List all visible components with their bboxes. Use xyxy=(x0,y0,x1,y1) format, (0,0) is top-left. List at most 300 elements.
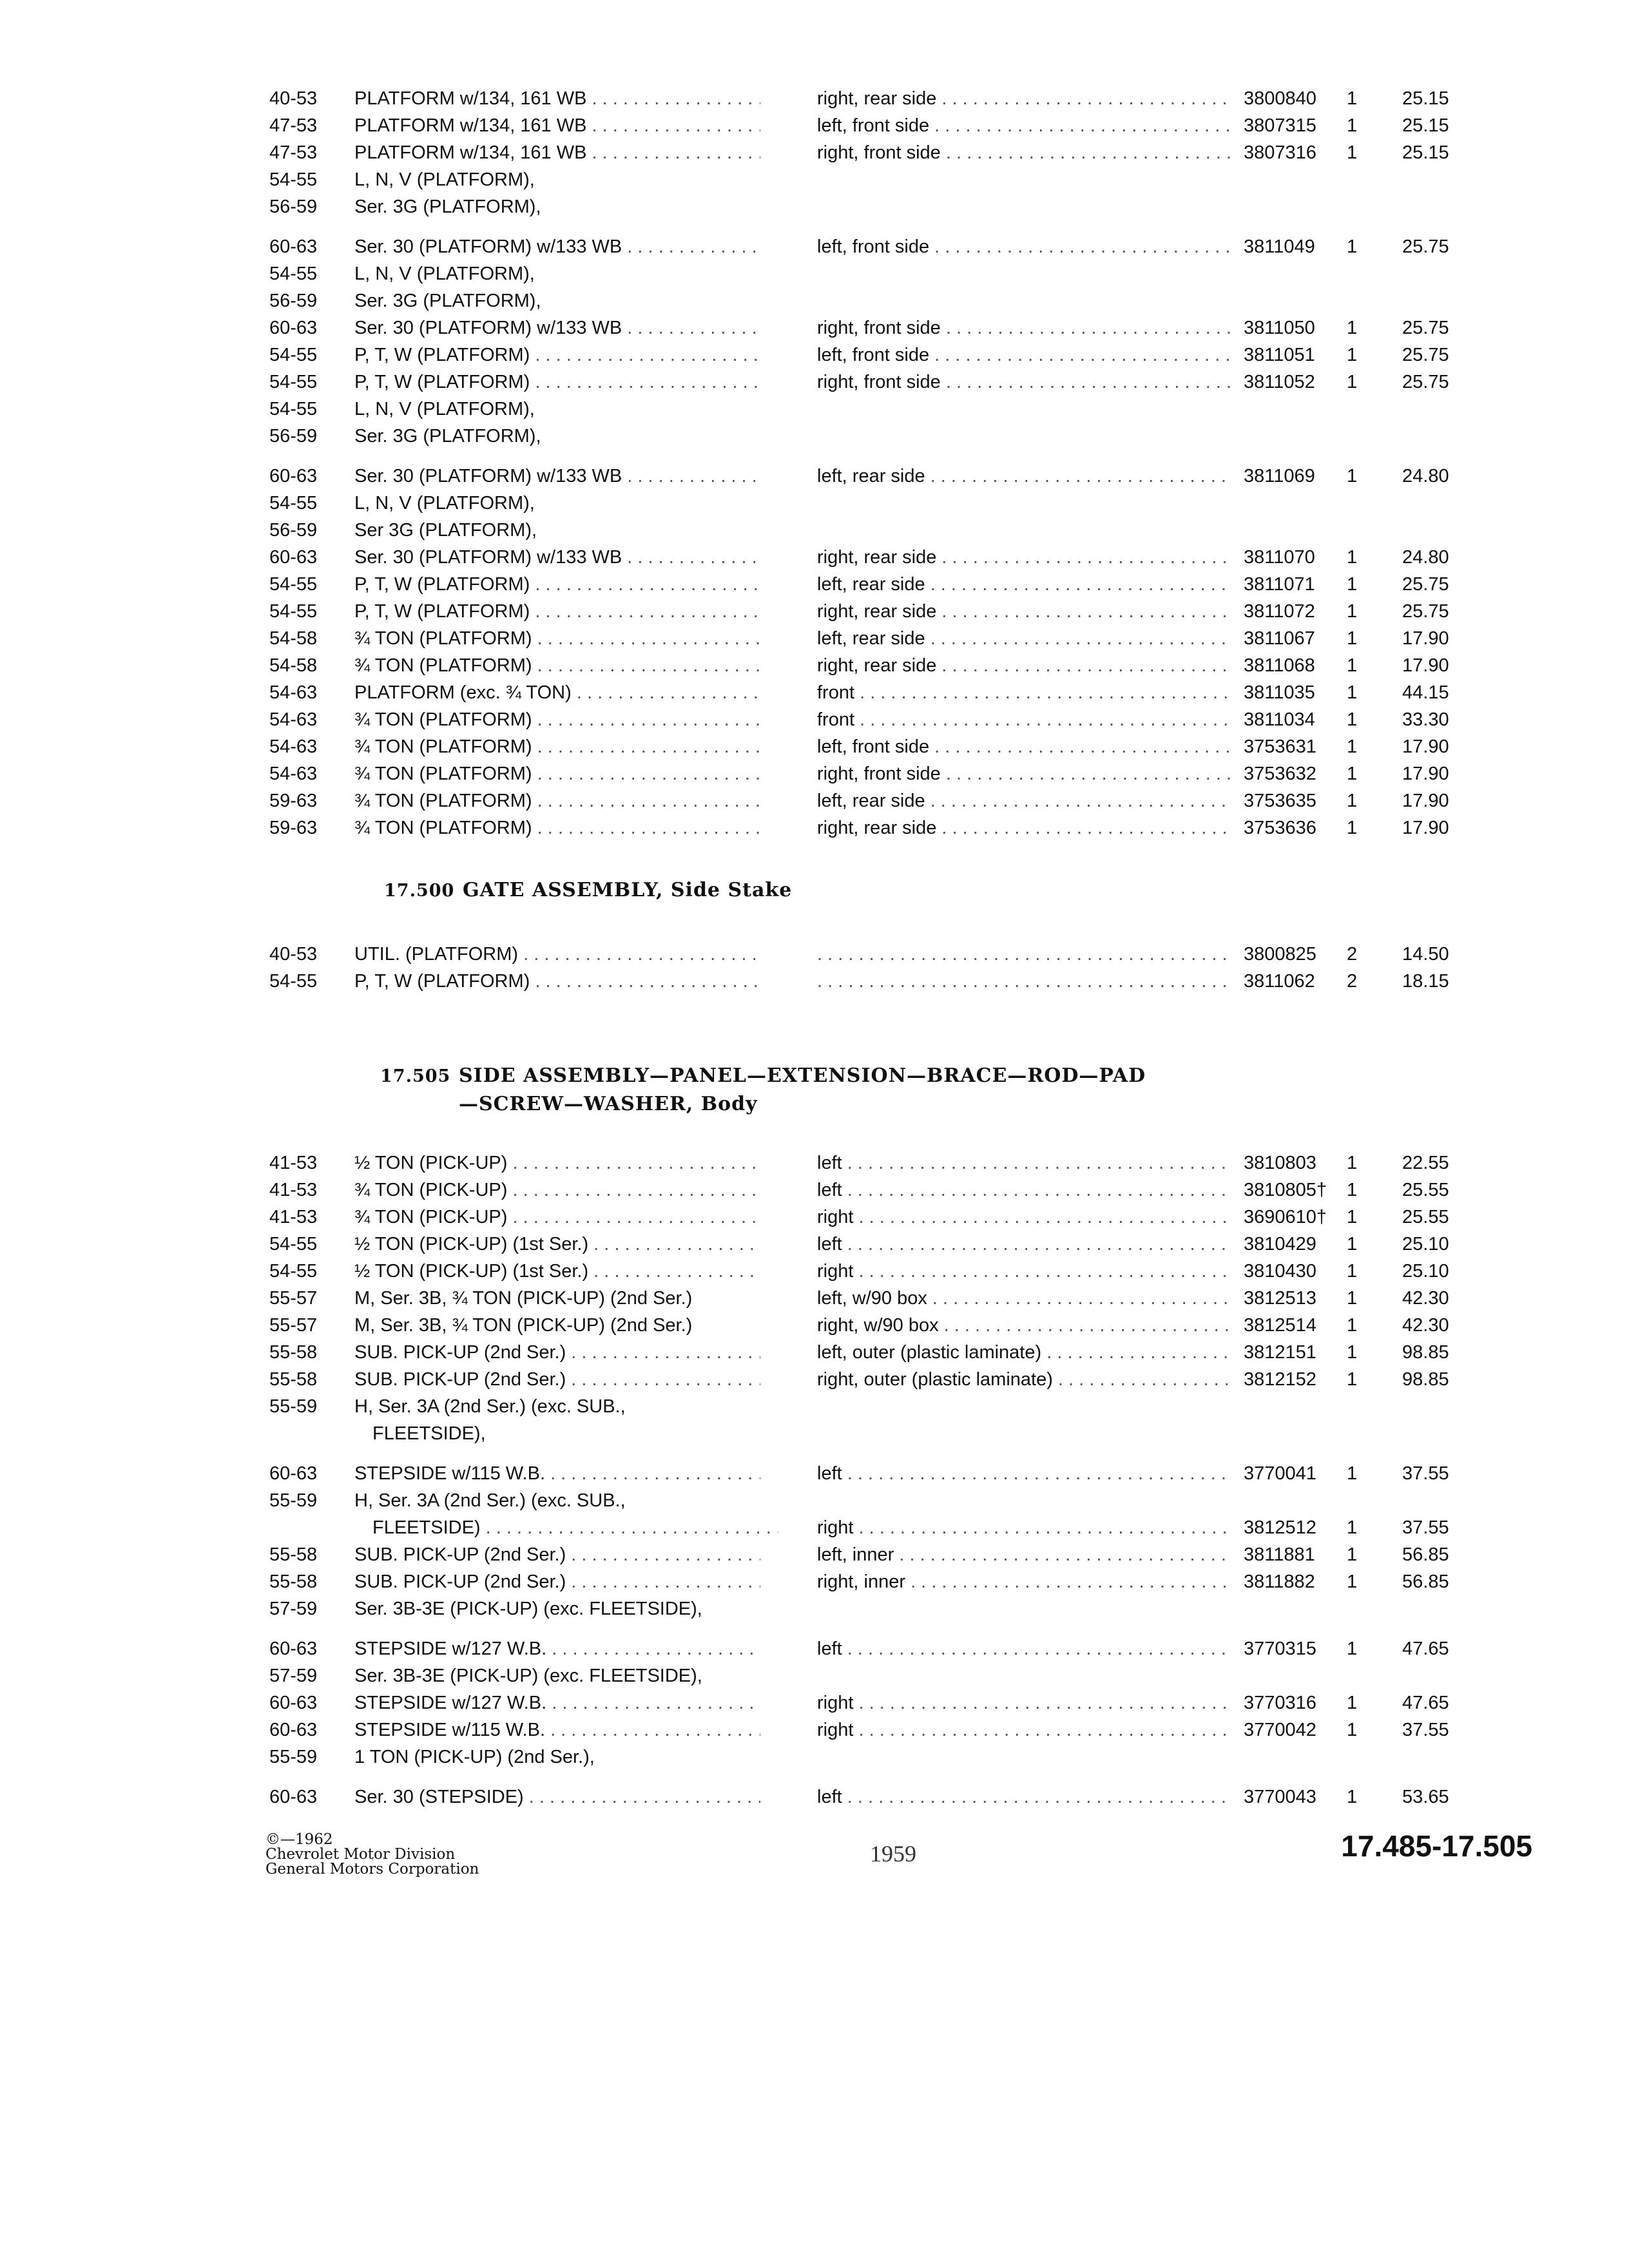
price: 56.85 xyxy=(1402,1544,1449,1565)
price: 25.55 xyxy=(1402,1207,1449,1227)
part-number: 3770042 xyxy=(1244,1720,1316,1740)
part-number: 3811881 xyxy=(1244,1544,1315,1565)
quantity: 1 xyxy=(1347,628,1358,649)
price: 47.65 xyxy=(1402,1639,1449,1659)
year-range: 56-59 xyxy=(269,520,318,541)
price: 22.55 xyxy=(1402,1153,1449,1173)
part-location: right, rear side . . . xyxy=(817,652,1233,679)
part-location: front . . . xyxy=(817,679,1233,706)
part-number: 3770041 xyxy=(1244,1463,1316,1484)
table-row xyxy=(269,396,1481,423)
price: 25.75 xyxy=(1402,236,1449,257)
year-range: 54-55 xyxy=(269,493,318,514)
table-row xyxy=(269,517,1481,544)
table-row xyxy=(269,1312,1481,1339)
model-description: H, Ser. 3A (2nd Ser.) (exc. SUB., xyxy=(354,1396,626,1417)
year-range: 54-55 xyxy=(269,601,318,622)
price: 24.80 xyxy=(1402,466,1449,486)
table-row xyxy=(269,450,1481,490)
model-description: Ser. 3G (PLATFORM), xyxy=(354,291,541,311)
model-description: Ser. 30 (PLATFORM) w/133 WB . . . xyxy=(354,544,760,571)
quantity: 1 xyxy=(1347,1571,1358,1592)
part-number: 3811052 xyxy=(1244,372,1315,392)
table-row xyxy=(269,1689,1481,1716)
quantity: 1 xyxy=(1347,1517,1358,1538)
part-location: right, front side . . . xyxy=(817,139,1233,166)
table-row xyxy=(269,1514,1481,1541)
table-row xyxy=(269,287,1481,314)
price: 33.30 xyxy=(1402,709,1449,730)
year-range: 54-55 xyxy=(269,1234,318,1254)
price: 42.30 xyxy=(1402,1288,1449,1309)
model-description: L, N, V (PLATFORM), xyxy=(354,169,535,190)
model-description: SUB. PICK-UP (2nd Ser.) . . . xyxy=(354,1366,760,1393)
year-range: 54-58 xyxy=(269,655,318,676)
quantity: 1 xyxy=(1347,1153,1358,1173)
part-number: 3811035 xyxy=(1244,682,1315,703)
model-description: PLATFORM (exc. ¾ TON) . . . xyxy=(354,679,760,706)
part-location: right, w/90 box . . . xyxy=(817,1312,1233,1339)
part-location: left, front side . . . xyxy=(817,112,1233,139)
quantity: 1 xyxy=(1347,372,1358,392)
model-description: ¾ TON (PLATFORM) . . . xyxy=(354,760,760,787)
quantity: 1 xyxy=(1347,1720,1358,1740)
table-row xyxy=(269,571,1481,598)
table-row xyxy=(269,1231,1481,1258)
part-location: right, outer (plastic laminate) . . . xyxy=(817,1366,1233,1393)
part-number: 3770043 xyxy=(1244,1787,1316,1807)
model-description: ¾ TON (PLATFORM) . . . xyxy=(354,625,760,652)
part-number: 3811070 xyxy=(1244,547,1315,568)
price: 25.75 xyxy=(1402,372,1449,392)
part-number: 3811071 xyxy=(1244,574,1315,595)
year-range: 47-53 xyxy=(269,115,318,136)
quantity: 1 xyxy=(1347,736,1358,757)
model-description: Ser 3G (PLATFORM), xyxy=(354,520,537,541)
table-row xyxy=(269,1622,1481,1662)
model-description: ¾ TON (PLATFORM) . . . xyxy=(354,706,760,733)
year-range: 57-59 xyxy=(269,1599,318,1619)
table-row xyxy=(269,112,1481,139)
table-row xyxy=(269,139,1481,166)
price: 98.85 xyxy=(1402,1342,1449,1363)
section-heading-side xyxy=(380,1063,1146,1090)
quantity: 1 xyxy=(1347,1463,1358,1484)
year-range: 60-63 xyxy=(269,547,318,568)
quantity: 1 xyxy=(1347,1639,1358,1659)
price: 25.15 xyxy=(1402,115,1449,136)
model-description: ¾ TON (PICK-UP) . . . xyxy=(354,1204,760,1231)
price: 17.90 xyxy=(1402,818,1449,838)
part-number: 3811069 xyxy=(1244,466,1315,486)
model-description: SUB. PICK-UP (2nd Ser.) . . . xyxy=(354,1568,760,1595)
section-title-line-2: —SCREW—WASHER, Body xyxy=(459,1093,758,1115)
table-row xyxy=(269,941,1481,968)
price: 14.50 xyxy=(1402,944,1449,965)
year-range: 41-53 xyxy=(269,1153,318,1173)
quantity: 2 xyxy=(1347,971,1358,992)
year-range: 41-53 xyxy=(269,1207,318,1227)
part-location: front . . . xyxy=(817,706,1233,733)
part-location: left . . . xyxy=(817,1149,1233,1177)
price: 17.90 xyxy=(1402,736,1449,757)
part-number: 3811882 xyxy=(1244,1571,1315,1592)
year-range: 56-59 xyxy=(269,291,318,311)
part-number: 3811051 xyxy=(1244,345,1315,365)
quantity: 1 xyxy=(1347,764,1358,784)
part-number: 3811034 xyxy=(1244,709,1315,730)
model-description: L, N, V (PLATFORM), xyxy=(354,493,535,514)
part-location: left, rear side . . . xyxy=(817,450,1233,503)
part-number: 3811072 xyxy=(1244,601,1315,622)
quantity: 1 xyxy=(1347,1261,1358,1282)
quantity: 1 xyxy=(1347,345,1358,365)
model-description: ¾ TON (PLATFORM) . . . xyxy=(354,733,760,760)
part-location: right, rear side . . . xyxy=(817,85,1233,112)
table-row xyxy=(269,1393,1481,1420)
table-row xyxy=(269,679,1481,706)
quantity: 1 xyxy=(1347,318,1358,338)
quantity: 1 xyxy=(1347,682,1358,703)
year-range: 54-55 xyxy=(269,1261,318,1282)
year-range: 57-59 xyxy=(269,1666,318,1686)
quantity: 1 xyxy=(1347,547,1358,568)
part-number: 3770315 xyxy=(1244,1639,1316,1659)
table-row xyxy=(269,166,1481,193)
table-row xyxy=(269,625,1481,652)
model-description: PLATFORM w/134, 161 WB . . . xyxy=(354,139,760,166)
quantity: 1 xyxy=(1347,1180,1358,1200)
page-number: 1959 xyxy=(870,1841,916,1867)
quantity: 1 xyxy=(1347,1342,1358,1363)
year-range: 56-59 xyxy=(269,426,318,447)
price: 25.55 xyxy=(1402,1180,1449,1200)
part-number: 3812152 xyxy=(1244,1369,1316,1390)
quantity: 1 xyxy=(1347,466,1358,486)
year-range: 55-59 xyxy=(269,1747,318,1767)
section-heading-side-cont xyxy=(459,1091,758,1117)
model-description: ¾ TON (PICK-UP) . . . xyxy=(354,1177,760,1204)
model-description: Ser. 3B-3E (PICK-UP) (exc. FLEETSIDE), xyxy=(354,1599,702,1619)
year-range: 55-58 xyxy=(269,1571,318,1592)
year-range: 60-63 xyxy=(269,1639,318,1659)
table-row xyxy=(269,733,1481,760)
table-row xyxy=(269,193,1481,220)
model-description: 1 TON (PICK-UP) (2nd Ser.), xyxy=(354,1747,595,1767)
part-number: 3811067 xyxy=(1244,628,1315,649)
year-range: 54-55 xyxy=(269,345,318,365)
year-range: 56-59 xyxy=(269,197,318,217)
price: 44.15 xyxy=(1402,682,1449,703)
model-description: Ser. 30 (PLATFORM) w/133 WB . . . xyxy=(354,314,760,341)
part-location: left, rear side . . . xyxy=(817,787,1233,814)
year-range: 55-58 xyxy=(269,1369,318,1390)
model-description: PLATFORM w/134, 161 WB . . . xyxy=(354,85,760,112)
table-row xyxy=(269,1149,1481,1177)
model-description: Ser. 30 (STEPSIDE) . . . xyxy=(354,1771,760,1823)
price: 37.55 xyxy=(1402,1517,1449,1538)
year-range: 54-63 xyxy=(269,736,318,757)
year-range: 59-63 xyxy=(269,818,318,838)
part-location: right . . . xyxy=(817,1258,1233,1285)
section-title-line-1: SIDE ASSEMBLY—PANEL—EXTENSION—BRACE—ROD—PAD xyxy=(459,1064,1146,1087)
quantity: 1 xyxy=(1347,236,1358,257)
part-number: 3812512 xyxy=(1244,1517,1316,1538)
year-range: 41-53 xyxy=(269,1180,318,1200)
corporation-name: General Motors Corporation xyxy=(265,1861,479,1878)
table-row xyxy=(269,369,1481,396)
table-row xyxy=(269,760,1481,787)
part-location: right . . . xyxy=(817,1204,1233,1231)
table-row xyxy=(269,260,1481,287)
quantity: 1 xyxy=(1347,709,1358,730)
table-row xyxy=(269,341,1481,369)
price: 25.75 xyxy=(1402,574,1449,595)
year-range: 60-63 xyxy=(269,466,318,486)
year-range: 54-55 xyxy=(269,971,318,992)
year-range: 55-57 xyxy=(269,1315,318,1336)
model-description: H, Ser. 3A (2nd Ser.) (exc. SUB., xyxy=(354,1490,626,1511)
year-range: 54-55 xyxy=(269,574,318,595)
quantity: 1 xyxy=(1347,601,1358,622)
part-number: 3753631 xyxy=(1244,736,1316,757)
table-row xyxy=(269,1285,1481,1312)
model-description: P, T, W (PLATFORM) . . . xyxy=(354,968,760,995)
quantity: 1 xyxy=(1347,791,1358,811)
year-range: 54-55 xyxy=(269,264,318,284)
price: 25.10 xyxy=(1402,1234,1449,1254)
part-location: left . . . xyxy=(817,1177,1233,1204)
part-location: left, rear side . . . xyxy=(817,625,1233,652)
part-number: 3800840 xyxy=(1244,88,1316,109)
table-row xyxy=(269,598,1481,625)
year-range: 40-53 xyxy=(269,944,318,965)
part-number: 3810429 xyxy=(1244,1234,1316,1254)
part-location: right, rear side . . . xyxy=(817,544,1233,571)
copyright-notice xyxy=(265,1832,479,1877)
table-row xyxy=(269,652,1481,679)
model-description: P, T, W (PLATFORM) . . . xyxy=(354,571,760,598)
price: 25.15 xyxy=(1402,142,1449,163)
part-location: left . . . xyxy=(817,1231,1233,1258)
year-range: 54-63 xyxy=(269,764,318,784)
table-row xyxy=(269,314,1481,341)
part-location: right, front side . . . xyxy=(817,760,1233,787)
part-location: left, outer (plastic laminate) . . . xyxy=(817,1339,1233,1366)
table-row xyxy=(269,968,1481,995)
price: 25.75 xyxy=(1402,601,1449,622)
table-row xyxy=(269,423,1481,450)
model-description: STEPSIDE w/115 W.B. . . . xyxy=(354,1447,760,1500)
quantity: 1 xyxy=(1347,1369,1358,1390)
part-location: right, inner . . . xyxy=(817,1568,1233,1595)
part-location: right, rear side . . . xyxy=(817,814,1233,841)
part-location: left, front side . . . xyxy=(817,733,1233,760)
year-range: 54-55 xyxy=(269,399,318,419)
model-description: M, Ser. 3B, ¾ TON (PICK-UP) (2nd Ser.) xyxy=(354,1288,693,1309)
part-location: left . . . xyxy=(817,1622,1233,1675)
quantity: 1 xyxy=(1347,1315,1358,1336)
table-row xyxy=(269,1258,1481,1285)
part-number: 3753632 xyxy=(1244,764,1316,784)
year-range: 60-63 xyxy=(269,1463,318,1484)
price: 25.15 xyxy=(1402,88,1449,109)
part-location: right, rear side . . . xyxy=(817,598,1233,625)
model-description: P, T, W (PLATFORM) . . . xyxy=(354,598,760,625)
model-description: Ser. 3G (PLATFORM), xyxy=(354,426,541,447)
table-row xyxy=(269,1447,1481,1487)
year-range: 60-63 xyxy=(269,318,318,338)
year-range: 54-63 xyxy=(269,682,318,703)
part-location: left . . . xyxy=(817,1771,1233,1823)
year-range: 60-63 xyxy=(269,236,318,257)
price: 25.75 xyxy=(1402,345,1449,365)
price: 37.55 xyxy=(1402,1720,1449,1740)
part-number: 3812513 xyxy=(1244,1288,1316,1309)
model-description: M, Ser. 3B, ¾ TON (PICK-UP) (2nd Ser.) xyxy=(354,1315,693,1336)
part-location: left, rear side . . . xyxy=(817,571,1233,598)
table-row xyxy=(269,490,1481,517)
price: 56.85 xyxy=(1402,1571,1449,1592)
table-row xyxy=(269,544,1481,571)
year-range: 55-58 xyxy=(269,1544,318,1565)
price: 24.80 xyxy=(1402,547,1449,568)
quantity: 1 xyxy=(1347,574,1358,595)
model-description: ½ TON (PICK-UP) (1st Ser.) . . . xyxy=(354,1258,760,1285)
model-description: P, T, W (PLATFORM) . . . xyxy=(354,369,760,396)
part-number: 3810803 xyxy=(1244,1153,1316,1173)
table-row xyxy=(269,787,1481,814)
model-description: SUB. PICK-UP (2nd Ser.) . . . xyxy=(354,1541,760,1568)
part-location: right, front side . . . xyxy=(817,369,1233,396)
part-number: 3810805† xyxy=(1244,1180,1327,1200)
model-description: SUB. PICK-UP (2nd Ser.) . . . xyxy=(354,1339,760,1366)
table-row xyxy=(269,706,1481,733)
parts-table-platform-sides xyxy=(269,85,1481,841)
model-description: STEPSIDE w/127 W.B. . . . xyxy=(354,1689,760,1716)
quantity: 1 xyxy=(1347,1787,1358,1807)
model-description: ¾ TON (PLATFORM) . . . xyxy=(354,787,760,814)
quantity: 1 xyxy=(1347,142,1358,163)
part-location: right . . . xyxy=(817,1716,1233,1744)
section-heading-gate xyxy=(384,878,792,904)
part-location xyxy=(817,968,1233,995)
parts-table-body-side xyxy=(269,1149,1481,1811)
quantity: 1 xyxy=(1347,655,1358,676)
model-description: Ser. 30 (PLATFORM) w/133 WB . . . xyxy=(354,220,760,273)
part-location: right, front side . . . xyxy=(817,314,1233,341)
part-location: left, front side . . . xyxy=(817,220,1233,273)
table-row xyxy=(269,1204,1481,1231)
price: 53.65 xyxy=(1402,1787,1449,1807)
model-description: P, T, W (PLATFORM) . . . xyxy=(354,341,760,369)
part-location: right . . . xyxy=(817,1689,1233,1716)
table-row xyxy=(269,814,1481,841)
price: 25.10 xyxy=(1402,1261,1449,1282)
table-row xyxy=(269,1568,1481,1595)
quantity: 1 xyxy=(1347,115,1358,136)
model-description: ½ TON (PICK-UP) . . . xyxy=(354,1149,760,1177)
price: 25.75 xyxy=(1402,318,1449,338)
section-number: 17.505 xyxy=(380,1066,451,1086)
quantity: 1 xyxy=(1347,1288,1358,1309)
table-row xyxy=(269,85,1481,112)
model-description: L, N, V (PLATFORM), xyxy=(354,264,535,284)
copyright-year: ©—1962 xyxy=(265,1831,333,1848)
quantity: 1 xyxy=(1347,1544,1358,1565)
section-range: 17.485-17.505 xyxy=(1341,1829,1532,1863)
part-number: 3811049 xyxy=(1244,236,1315,257)
division-name: Chevrolet Motor Division xyxy=(265,1846,456,1863)
table-row xyxy=(269,1595,1481,1622)
quantity: 1 xyxy=(1347,818,1358,838)
price: 17.90 xyxy=(1402,764,1449,784)
table-row xyxy=(269,1366,1481,1393)
table-row xyxy=(269,1771,1481,1811)
part-location: right . . . xyxy=(817,1514,1233,1541)
part-number: 3811062 xyxy=(1244,971,1315,992)
table-row xyxy=(269,1541,1481,1568)
price: 98.85 xyxy=(1402,1369,1449,1390)
year-range: 40-53 xyxy=(269,88,318,109)
table-row xyxy=(269,1339,1481,1366)
table-row xyxy=(269,1420,1481,1447)
price: 42.30 xyxy=(1402,1315,1449,1336)
table-row xyxy=(269,1744,1481,1771)
table-row xyxy=(269,1177,1481,1204)
model-description: PLATFORM w/134, 161 WB . . . xyxy=(354,112,760,139)
quantity: 1 xyxy=(1347,88,1358,109)
part-location: left, inner . . . xyxy=(817,1541,1233,1568)
part-number: 3811068 xyxy=(1244,655,1315,676)
model-description: ½ TON (PICK-UP) (1st Ser.) . . . xyxy=(354,1231,760,1258)
part-location xyxy=(817,941,1233,968)
year-range: 60-63 xyxy=(269,1693,318,1713)
table-row xyxy=(269,1662,1481,1689)
part-number: 3753636 xyxy=(1244,818,1316,838)
quantity: 1 xyxy=(1347,1693,1358,1713)
model-description: UTIL. (PLATFORM) . . . xyxy=(354,941,760,968)
part-number: 3800825 xyxy=(1244,944,1316,965)
model-description: STEPSIDE w/127 W.B. . . . xyxy=(354,1622,760,1675)
section-number: 17.500 xyxy=(384,881,455,901)
model-description: Ser. 3G (PLATFORM), xyxy=(354,197,541,217)
year-range: 55-57 xyxy=(269,1288,318,1309)
year-range: 54-58 xyxy=(269,628,318,649)
part-location: left . . . xyxy=(817,1447,1233,1500)
part-number: 3812514 xyxy=(1244,1315,1316,1336)
price: 18.15 xyxy=(1402,971,1449,992)
model-description: FLEETSIDE) . . . xyxy=(372,1514,778,1541)
year-range: 60-63 xyxy=(269,1787,318,1807)
model-description: Ser. 30 (PLATFORM) w/133 WB . . . xyxy=(354,450,760,503)
model-description: Ser. 3B-3E (PICK-UP) (exc. FLEETSIDE), xyxy=(354,1666,702,1686)
quantity: 2 xyxy=(1347,944,1358,965)
part-number: 3811050 xyxy=(1244,318,1315,338)
table-row xyxy=(269,1716,1481,1744)
price: 17.90 xyxy=(1402,628,1449,649)
parts-table-gate xyxy=(269,941,1481,995)
year-range: 60-63 xyxy=(269,1720,318,1740)
model-description: ¾ TON (PLATFORM) . . . xyxy=(354,814,760,841)
price: 47.65 xyxy=(1402,1693,1449,1713)
section-title: GATE ASSEMBLY, Side Stake xyxy=(463,879,793,901)
price: 17.90 xyxy=(1402,791,1449,811)
year-range: 47-53 xyxy=(269,142,318,163)
table-row xyxy=(269,1487,1481,1514)
part-number: 3810430 xyxy=(1244,1261,1316,1282)
year-range: 59-63 xyxy=(269,791,318,811)
